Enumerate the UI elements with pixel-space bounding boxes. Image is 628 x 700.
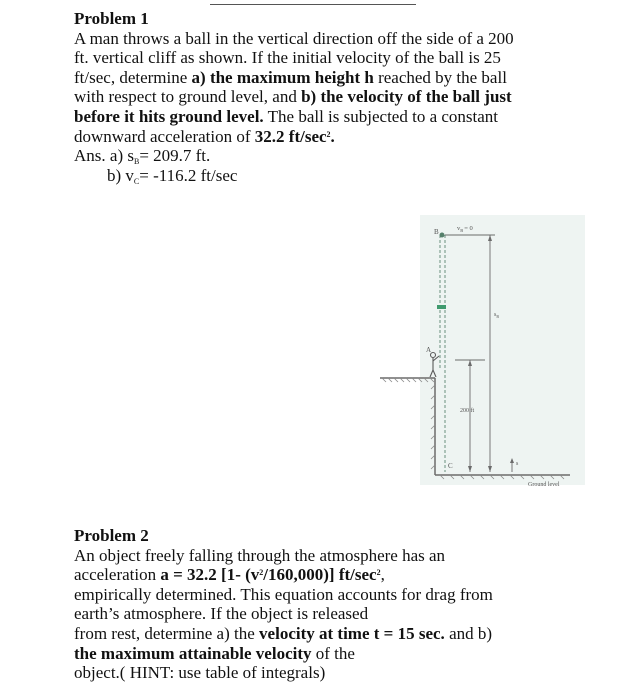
problem-2-line-1: An object freely falling through the atmosphere has an bbox=[74, 545, 446, 565]
problem-1-line-6: downward acceleration of 32.2 $ft/\sec^2$. bbox=[74, 126, 335, 146]
label-b: B bbox=[434, 228, 439, 236]
problem-1-line-1: A man throws a ball in the vertical direction off the side of a 200 bbox=[74, 28, 514, 48]
problem-1 bbox=[74, 9, 574, 185]
problem-2-line-5: from rest, determine a) the velocity at time t = 15 sec. and b) bbox=[74, 623, 493, 643]
problem-2-line-6: the maximum attainable velocity of the bbox=[74, 643, 355, 663]
cliff-figure bbox=[360, 210, 590, 510]
problem-2-line-2: acceleration a = 32.2 [1- $(v^2/160,000)$] $ft/\sec^2$, bbox=[74, 565, 385, 585]
problem-1-line-2: ft. vertical cliff as shown. If the initial velocity of the ball is 25 bbox=[74, 48, 501, 68]
problem-1-line-3: ft/sec, determine a) the maximum height h reached by the ball bbox=[74, 67, 507, 87]
label-a: A bbox=[426, 346, 432, 354]
problem-2-line-4: earth’s atmosphere. If the object is released bbox=[74, 604, 369, 624]
problem-1-line-4: with respect to ground level, and b) the velocity of the ball just bbox=[74, 87, 512, 107]
label-ground-level: Ground level bbox=[528, 482, 560, 488]
problem-1-title: Problem 1 bbox=[74, 9, 149, 28]
problem-1-line-5: before it hits ground level. The ball is subjected to a constant bbox=[74, 106, 499, 126]
label-sb: $s_B$ bbox=[494, 312, 500, 319]
top-rule bbox=[210, 4, 416, 5]
problem-2-title: Problem 2 bbox=[74, 526, 149, 545]
label-s: s bbox=[516, 461, 519, 467]
label-c: C bbox=[448, 462, 453, 470]
problem-2 bbox=[74, 526, 574, 683]
ball-marker bbox=[437, 305, 446, 309]
answer-b: b) $v_C= -116.2$ ft/sec bbox=[107, 165, 238, 186]
answer-a: Ans. a) $s_B= 209.7$ ft. bbox=[74, 146, 211, 167]
problem-2-line-3: empirically determined. This equation accounts for drag from bbox=[74, 584, 493, 604]
problem-2-line-7: object.( HINT: use table of integrals) bbox=[74, 663, 326, 683]
label-vb: $v_B= 0$ bbox=[457, 225, 473, 233]
ball-top bbox=[440, 233, 445, 238]
label-200ft: 200 ft bbox=[460, 408, 475, 414]
